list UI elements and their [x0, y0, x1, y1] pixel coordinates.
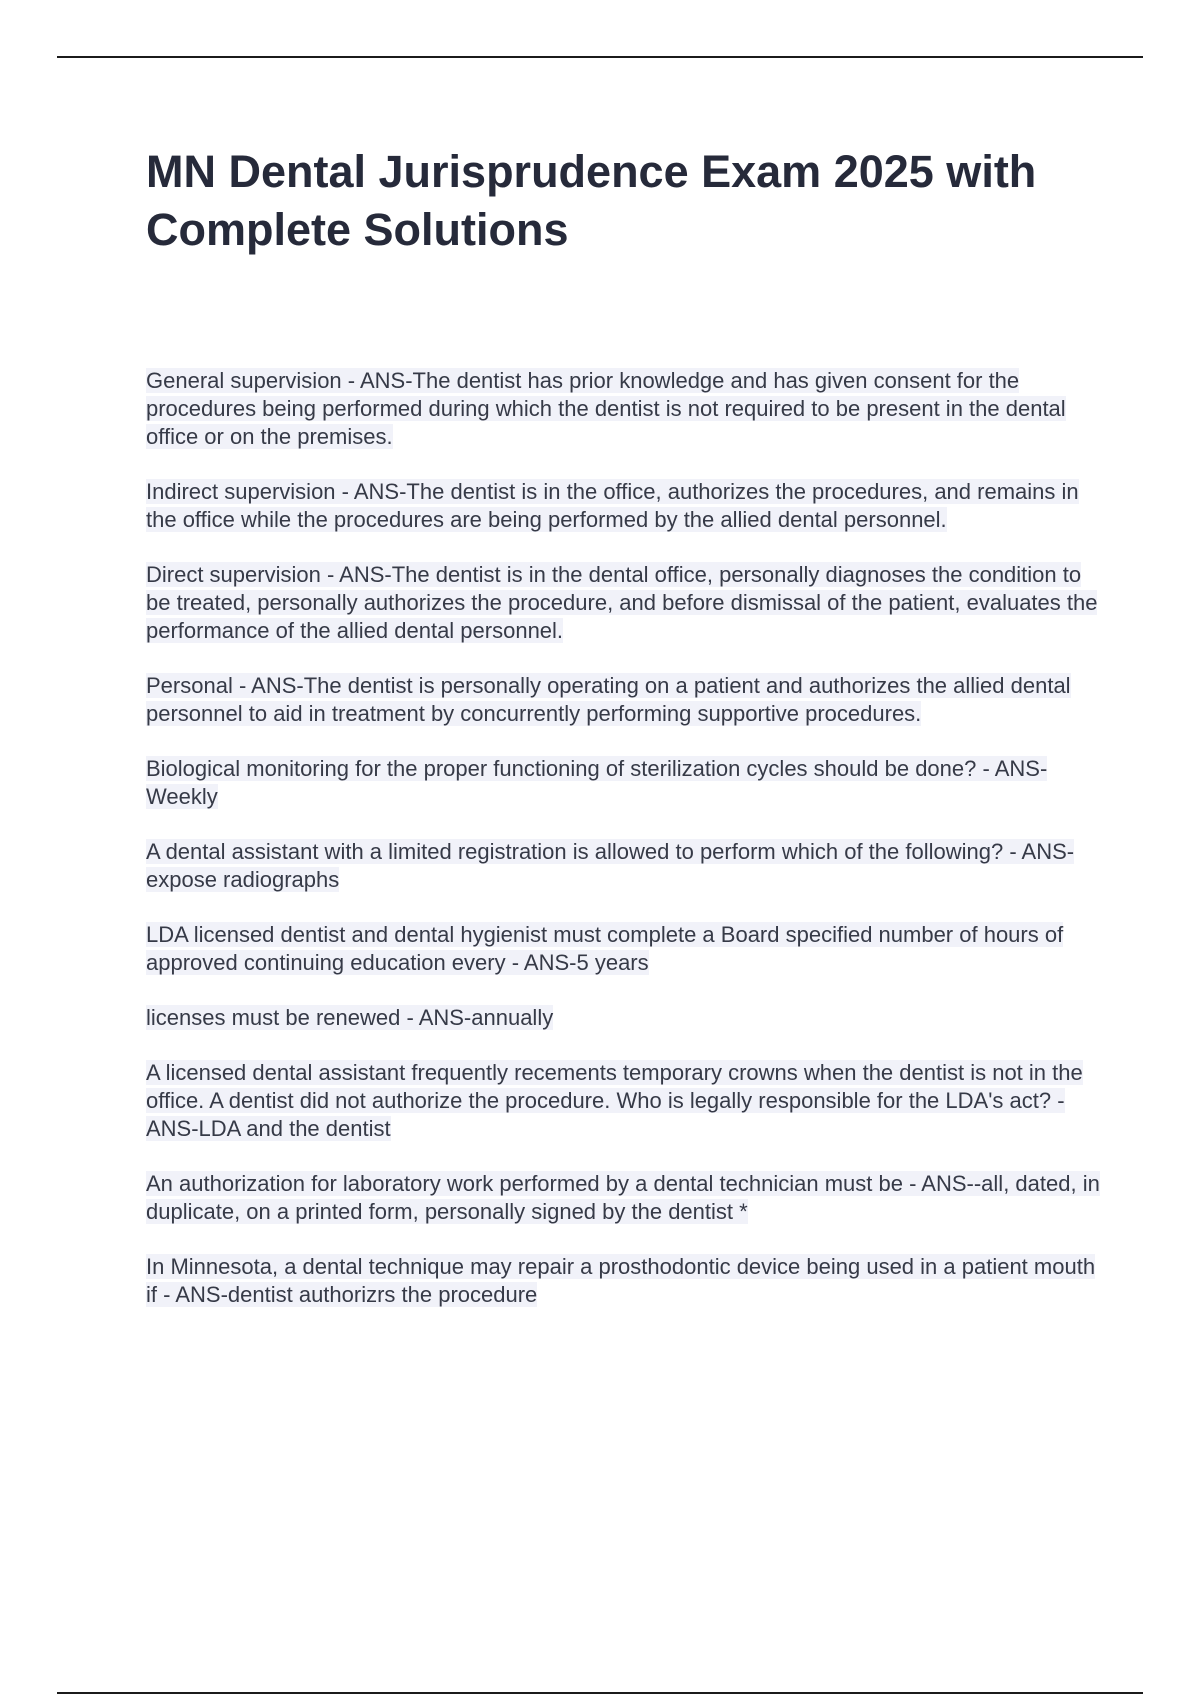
qa-text: A dental assistant with a limited registration is allowed to perform which of the following? - ANS-expose radiographs [146, 839, 1075, 892]
qa-list [146, 367, 1106, 1336]
qa-text: licenses must be renewed - ANS-annually [146, 1005, 554, 1030]
qa-item [146, 1004, 1106, 1032]
qa-item [146, 478, 1106, 534]
qa-text: An authorization for laboratory work performed by a dental technician must be - ANS--all, dated, in duplicate, on a printed form, personally signed by the dentist * [146, 1171, 1100, 1224]
qa-item [146, 755, 1106, 811]
qa-item [146, 672, 1106, 728]
header-rule [57, 56, 1143, 58]
qa-text: A licensed dental assistant frequently recements temporary crowns when the dentist is not in the office. A dentist did not authorize the procedure. Who is legally responsible for the LDA's act? - ANS-LDA and the dentist [146, 1060, 1083, 1141]
qa-text: Biological monitoring for the proper functioning of sterilization cycles should be done? - ANS-Weekly [146, 756, 1048, 809]
qa-text: Personal - ANS-The dentist is personally operating on a patient and authorizes the allied dental personnel to aid in treatment by concurrently performing supportive procedures. [146, 673, 1071, 726]
qa-item [146, 561, 1106, 645]
qa-item [146, 1170, 1106, 1226]
document-title: MN Dental Jurisprudence Exam 2025 with Complete Solutions [146, 146, 1037, 255]
qa-text: General supervision - ANS-The dentist has prior knowledge and has given consent for the procedures being performed during which the dentist is not required to be present in the dental office or on the premises. [146, 368, 1066, 449]
qa-item [146, 1059, 1106, 1143]
qa-text: In Minnesota, a dental technique may repair a prosthodontic device being used in a patient mouth if - ANS-dentist authorizrs the procedure [146, 1254, 1096, 1307]
qa-text: Indirect supervision - ANS-The dentist is in the office, authorizes the procedures, and remains in the office while the procedures are being performed by the allied dental personnel. [146, 479, 1079, 532]
qa-item [146, 367, 1106, 451]
qa-item [146, 1253, 1106, 1309]
qa-text: LDA licensed dentist and dental hygienist must complete a Board specified number of hours of approved continuing education every - ANS-5 years [146, 922, 1064, 975]
qa-text: Direct supervision - ANS-The dentist is in the dental office, personally diagnoses the condition to be treated, personally authorizes the procedure, and before dismissal of the patient, evaluates the performance of the allied dental personnel. [146, 562, 1098, 643]
footer-rule [57, 1692, 1143, 1694]
qa-item [146, 838, 1106, 894]
qa-item [146, 921, 1106, 977]
